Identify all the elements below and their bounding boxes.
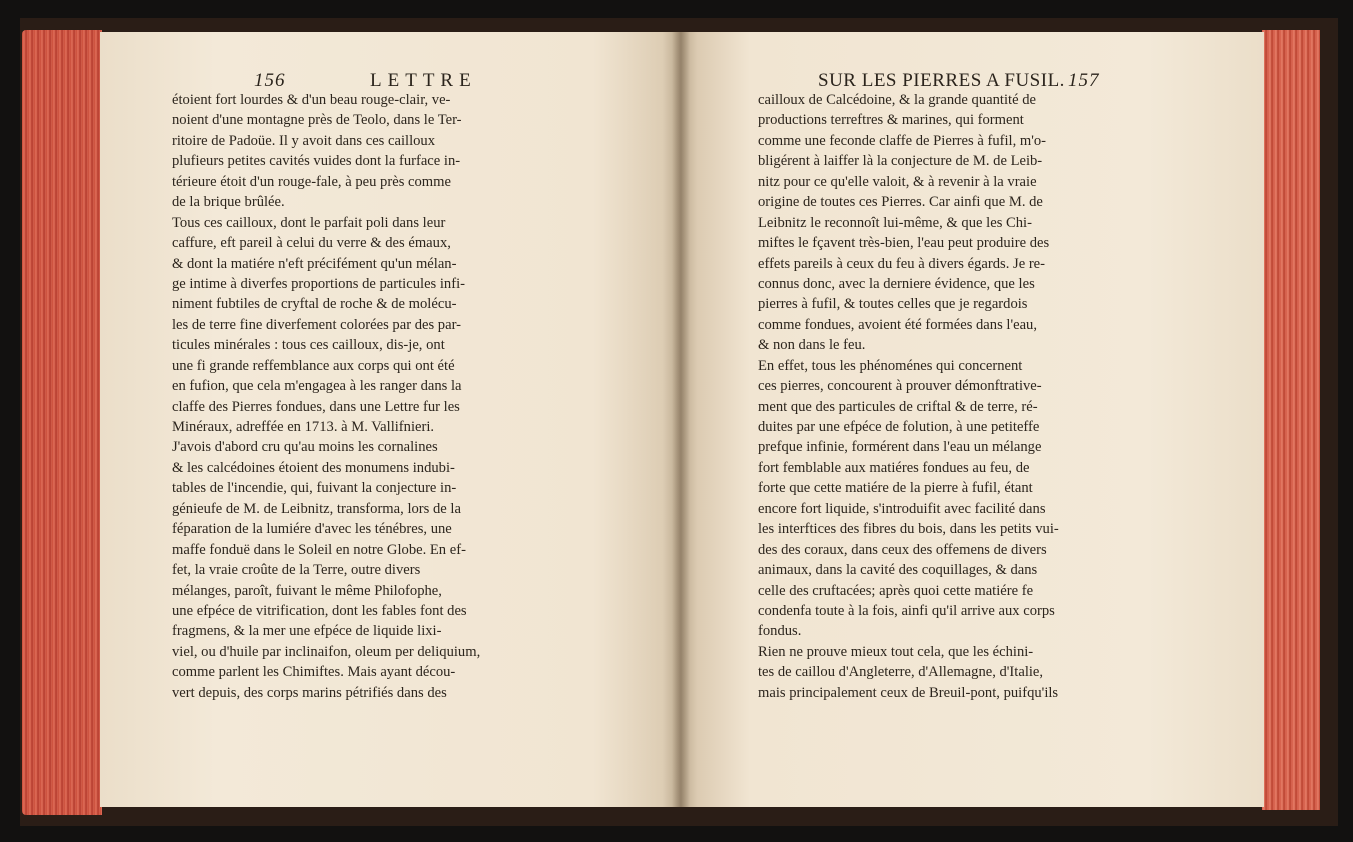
- text-line: bligérent à laiffer là la conjecture de M. de Leib-: [758, 153, 1043, 170]
- page-edges-left: [22, 30, 102, 815]
- text-line: miftes le fçavent très-bien, l'eau peut produire des: [758, 235, 1050, 252]
- text-line: mais principalement ceux de Breuil-pont, puifqu'ils: [758, 684, 1059, 701]
- text-line: productions terreftres & marines, qui forment: [758, 112, 1024, 129]
- page-edges-right: [1262, 30, 1320, 810]
- text-line: viel, ou d'huile par inclinaifon, oleum per deliquium,: [172, 643, 481, 660]
- text-line: prefque infinie, formérent dans l'eau un mélange: [758, 439, 1042, 456]
- text-line: vert depuis, des corps marins pétrifiés dans des: [172, 684, 447, 701]
- text-line: comme une feconde claffe de Pierres à fufil, m'o-: [758, 132, 1047, 149]
- right-page-body: [758, 90, 1190, 703]
- text-line: ritoire de Padoüe. Il y avoit dans ces cailloux: [172, 132, 436, 149]
- text-line: fet, la vraie croûte de la Terre, outre divers: [172, 562, 421, 579]
- left-running-title: LETTRE: [370, 70, 477, 91]
- text-line: des des coraux, dans ceux des offemens de divers: [758, 541, 1047, 558]
- text-line: animaux, dans la cavité des coquillages, & dans: [758, 562, 1038, 579]
- text-line: les interftices des fibres du bois, dans les petits vui-: [758, 521, 1059, 538]
- text-line: claffe des Pierres fondues, dans une Lettre fur les: [172, 398, 460, 415]
- text-line: tables de l'incendie, qui, fuivant la conjecture in-: [172, 480, 457, 497]
- text-line: J'avois d'abord cru qu'au moins les cornalines: [172, 439, 438, 456]
- text-line: maffe fonduë dans le Soleil en notre Globe. En ef-: [172, 541, 466, 558]
- text-line: origine de toutes ces Pierres. Car ainfi que M. de: [758, 194, 1043, 211]
- text-line: comme parlent les Chimiftes. Mais ayant décou-: [172, 664, 456, 681]
- right-page-number: 157: [1068, 70, 1100, 91]
- text-line: térieure étoit d'un rouge-fale, à peu près comme: [172, 173, 451, 190]
- text-line: de la brique brûlée.: [172, 194, 285, 211]
- text-line: & dont la matiére n'eft précifément qu'un mélan-: [172, 255, 457, 272]
- text-line: une efpéce de vitrification, dont les fables font des: [172, 602, 467, 619]
- text-line: une fi grande reffemblance aux corps qui ont été: [172, 357, 455, 374]
- text-line: pierres à fufil, & toutes celles que je regardois: [758, 296, 1028, 313]
- text-line: ment que des particules de criftal & de terre, ré-: [758, 398, 1038, 415]
- text-line: ge intime à diverfes proportions de particules infi-: [172, 275, 466, 292]
- text-line: Leibnitz le reconnoît lui-même, & que les Chi-: [758, 214, 1032, 231]
- book-gutter: [672, 32, 690, 807]
- text-line: En effet, tous les phénoménes qui concernent: [758, 357, 1023, 374]
- text-line: duites par une efpéce de folution, à une petiteffe: [758, 419, 1040, 435]
- text-line: en fufion, que cela m'engagea à les ranger dans la: [172, 378, 462, 395]
- text-line: mélanges, paroît, fuivant le même Philofophe,: [172, 582, 442, 599]
- text-line: caffure, eft pareil à celui du verre & des émaux,: [172, 235, 451, 252]
- text-line: ces pierres, concourent à prouver démonftrative-: [758, 378, 1042, 395]
- text-line: connus donc, avec la derniere évidence, que les: [758, 275, 1035, 292]
- text-line: étoient fort lourdes & d'un beau rouge-clair, ve-: [172, 92, 451, 108]
- right-running-title: SUR LES PIERRES A FUSIL.: [818, 70, 1065, 91]
- left-page-body: [172, 90, 600, 703]
- text-line: fort femblable aux matiéres fondues au feu, de: [758, 459, 1030, 476]
- text-line: fragmens, & la mer une efpéce de liquide lixi-: [172, 623, 442, 640]
- left-page-number: 156: [254, 70, 286, 91]
- text-line: féparation de la lumiére d'avec les ténébres, une: [172, 521, 452, 538]
- text-line: comme fondues, avoient été formées dans l'eau,: [758, 316, 1037, 333]
- text-line: niment fubtiles de cryftal de roche & de molécu-: [172, 296, 457, 313]
- text-line: & les calcédoines étoient des monumens indubi-: [172, 459, 455, 476]
- text-line: génieufe de M. de Leibnitz, transforma, lors de la: [172, 500, 461, 517]
- text-line: noient d'une montagne près de Teolo, dans le Ter-: [172, 112, 462, 129]
- text-line: cailloux de Calcédoine, & la grande quantité de: [758, 92, 1036, 108]
- text-line: effets pareils à ceux du feu à divers égards. Je re-: [758, 255, 1046, 272]
- text-line: Tous ces cailloux, dont le parfait poli dans leur: [172, 214, 446, 231]
- text-line: fondus.: [758, 623, 802, 640]
- text-line: Minéraux, adreffée en 1713. à M. Vallifnieri.: [172, 419, 435, 435]
- text-line: encore fort liquide, s'introduifit avec facilité dans: [758, 500, 1046, 517]
- text-line: Rien ne prouve mieux tout cela, que les échini-: [758, 643, 1034, 660]
- text-line: & non dans le feu.: [758, 337, 866, 354]
- text-line: condenfa toute à la fois, ainfi qu'il arrive aux corps: [758, 602, 1055, 619]
- text-line: tes de caillou d'Angleterre, d'Allemagne, d'Italie,: [758, 664, 1044, 681]
- text-line: plufieurs petites cavités vuides dont la furface in-: [172, 153, 461, 170]
- text-line: nitz pour ce qu'elle valoit, & à revenir à la vraie: [758, 173, 1037, 190]
- text-line: ticules minérales : tous ces cailloux, dis-je, ont: [172, 337, 445, 354]
- text-line: celle des cruftacées; après quoi cette matiére fe: [758, 582, 1034, 599]
- text-line: les de terre fine diverfement colorées par des par-: [172, 316, 462, 333]
- text-line: forte que cette matiére de la pierre à fufil, étant: [758, 480, 1033, 497]
